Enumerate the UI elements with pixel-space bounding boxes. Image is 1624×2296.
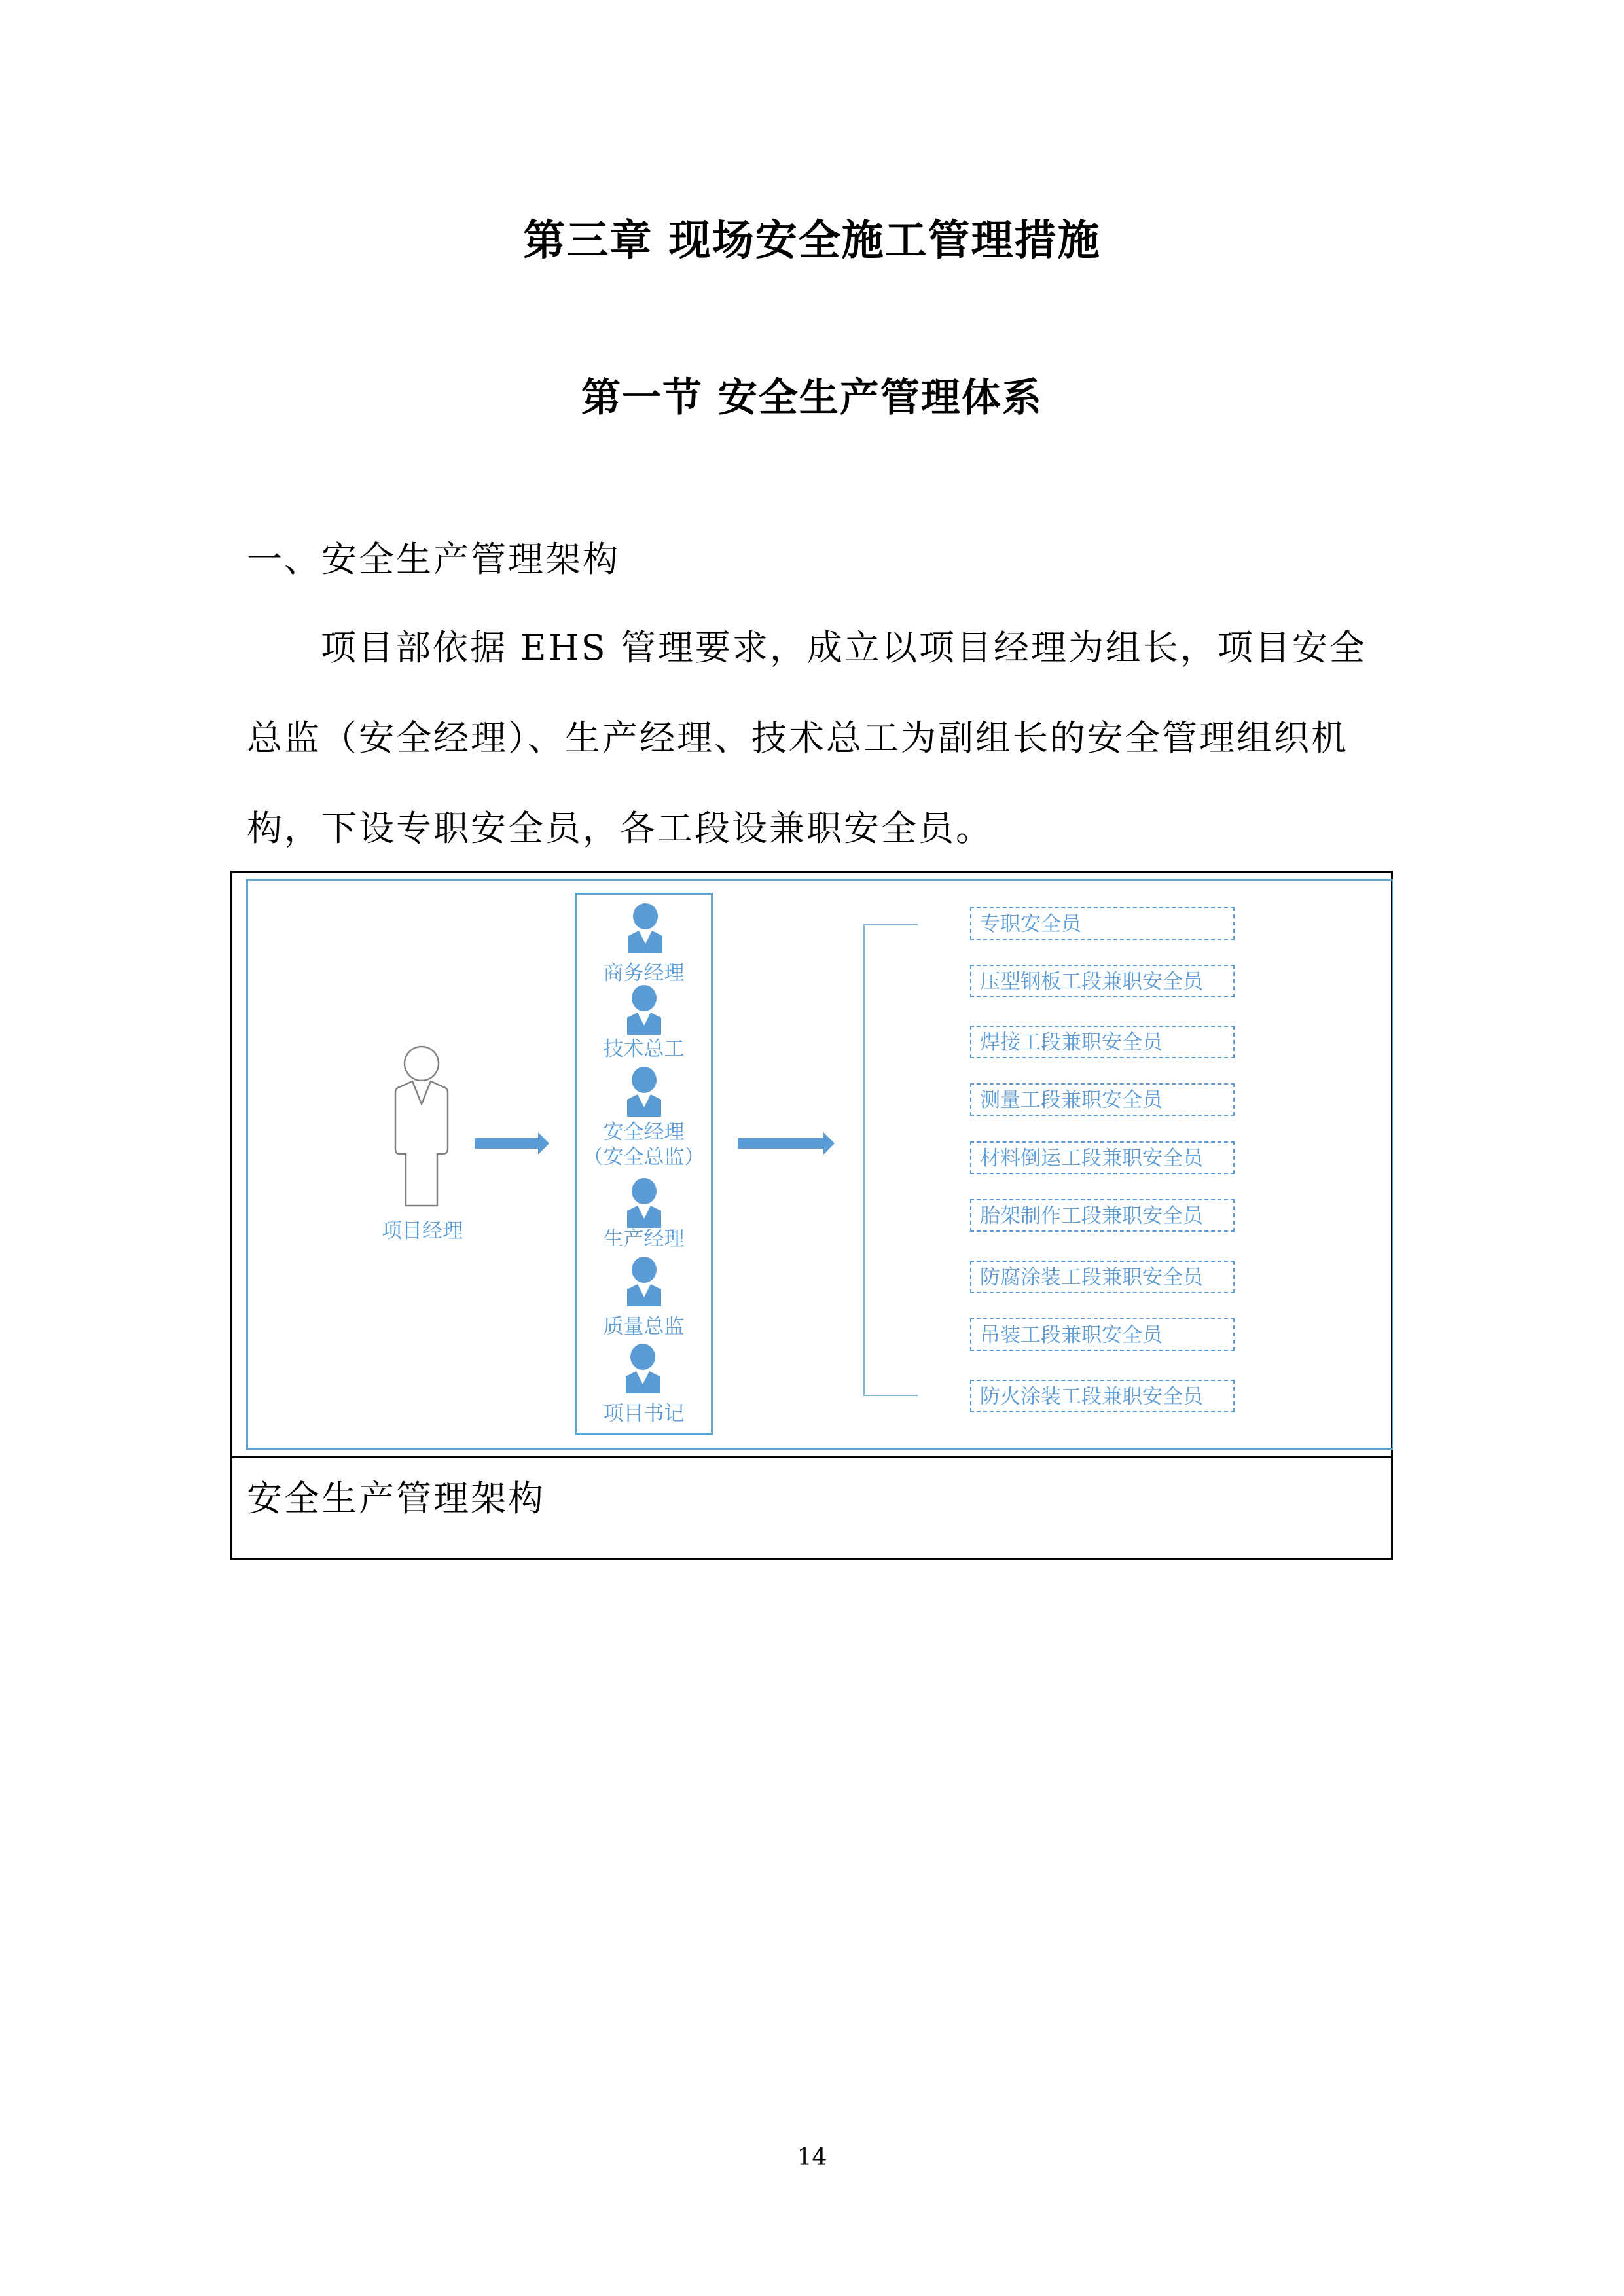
page-number: 14 xyxy=(797,2144,827,2171)
person-icon xyxy=(624,903,666,953)
deputy-label: 安全经理 xyxy=(603,1121,685,1144)
deputy-label: 商务经理 xyxy=(603,961,685,985)
leader-label: 项目经理 xyxy=(382,1219,463,1243)
arrow-right-icon xyxy=(475,1132,549,1155)
figure-divider xyxy=(230,1456,1393,1458)
deputy-label: 质量总监 xyxy=(603,1315,685,1338)
safety-officer-box xyxy=(970,1261,1235,1293)
safety-officer-box xyxy=(970,965,1235,997)
deputy-label: 项目书记 xyxy=(603,1402,685,1426)
paragraph-line-2: 总监（安全经理）、生产经理、技术总工为副组长的安全管理组织机 xyxy=(247,717,1348,759)
safety-officer-label: 吊装工段兼职安全员 xyxy=(980,1323,1163,1347)
safety-officer-label: 材料倒运工段兼职安全员 xyxy=(980,1147,1203,1170)
safety-officer-label: 焊接工段兼职安全员 xyxy=(980,1031,1163,1054)
person-icon xyxy=(623,1178,665,1228)
safety-officer-box xyxy=(970,1026,1235,1058)
safety-officer-box xyxy=(970,1199,1235,1232)
safety-officer-box xyxy=(970,1380,1235,1412)
safety-officer-box xyxy=(970,1083,1235,1116)
paragraph-line-1: 项目部依据 EHS 管理要求，成立以项目经理为组长，项目安全 xyxy=(321,627,1367,668)
chapter-title: 第三章 现场安全施工管理措施 xyxy=(523,217,1101,265)
deputy-label: 生产经理 xyxy=(603,1227,685,1251)
safety-officer-label: 防火涂装工段兼职安全员 xyxy=(980,1385,1203,1408)
person-icon xyxy=(622,1344,664,1393)
subsection-heading: 一、安全生产管理架构 xyxy=(247,539,620,580)
person-icon xyxy=(623,1067,665,1117)
safety-officer-box xyxy=(970,907,1235,940)
safety-officer-label: 防腐涂装工段兼职安全员 xyxy=(980,1266,1203,1289)
deputy-label: 技术总工 xyxy=(603,1037,685,1061)
paragraph-line-3: 构，下设专职安全员，各工段设兼职安全员。 xyxy=(247,808,993,849)
bracket-connector xyxy=(863,924,919,1397)
figure-caption: 安全生产管理架构 xyxy=(247,1478,545,1519)
person-icon xyxy=(623,985,665,1035)
section-title: 第一节 安全生产管理体系 xyxy=(581,375,1043,421)
safety-officer-label: 专职安全员 xyxy=(980,912,1081,936)
safety-officer-box xyxy=(970,1318,1235,1351)
safety-officer-box xyxy=(970,1141,1235,1174)
safety-officer-label: 压型钢板工段兼职安全员 xyxy=(980,970,1203,994)
person-outline-icon xyxy=(390,1044,453,1209)
person-icon xyxy=(623,1257,665,1306)
safety-officer-label: 测量工段兼职安全员 xyxy=(980,1088,1163,1112)
deputy-sublabel: （安全总监） xyxy=(583,1145,705,1169)
safety-officer-label: 胎架制作工段兼职安全员 xyxy=(980,1204,1203,1228)
arrow-right-icon xyxy=(738,1132,835,1155)
